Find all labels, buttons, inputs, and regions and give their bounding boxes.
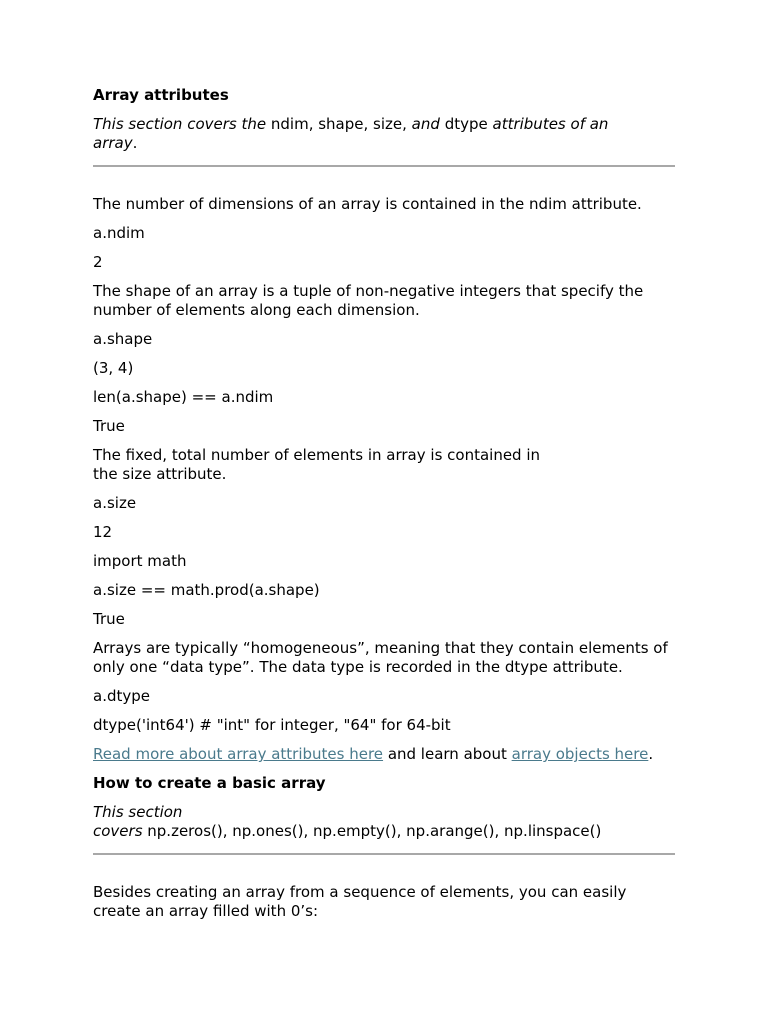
intro-period: . — [132, 134, 138, 152]
code-size-prod: a.size == math.prod(a.shape) — [93, 581, 320, 599]
links-period: . — [648, 745, 654, 763]
ndim-description: The number of dimensions of an array is contained in the ndim attribute. — [93, 195, 642, 213]
zeros-description: Besides creating an array from a sequence of elements, you can easily create an array filled with 0’s: — [93, 883, 627, 920]
link-array-objects[interactable]: array objects here — [511, 745, 649, 763]
shape-description: The shape of an array is a tuple of non-negative integers that specify the number of elements along each dimension. — [93, 282, 644, 319]
output-true-1: True — [93, 417, 125, 435]
section2-intro-italic-2: covers — [93, 822, 143, 840]
section-intro — [93, 115, 678, 153]
output-ndim: 2 — [93, 253, 103, 271]
size-description-line-2: the size attribute. — [93, 465, 227, 483]
intro-text-3: attributes of an — [492, 115, 609, 133]
code-a-dtype: a.dtype — [93, 687, 150, 705]
document-content — [93, 86, 678, 921]
code-len-shape: len(a.shape) == a.ndim — [93, 388, 274, 406]
code-import-math: import math — [93, 552, 187, 570]
intro-text-1: This section covers the — [93, 115, 267, 133]
intro-text-2: and — [411, 115, 440, 133]
output-dtype: dtype('int64') # "int" for integer, "64" for 64-bit — [93, 716, 451, 734]
links-middle-text: and learn about — [383, 745, 512, 763]
code-a-size: a.size — [93, 494, 137, 512]
size-description-line-1: The fixed, total number of elements in array is contained in — [93, 446, 541, 464]
code-a-ndim: a.ndim — [93, 224, 145, 242]
section2-intro-code: np.zeros(), np.ones(), np.empty(), np.arange(), np.linspace() — [142, 822, 602, 840]
code-a-shape: a.shape — [93, 330, 153, 348]
intro-code-2: dtype — [444, 115, 488, 133]
output-size: 12 — [93, 523, 113, 541]
horizontal-divider — [93, 165, 675, 167]
section2-intro-italic-1: This section — [93, 803, 183, 821]
output-shape: (3, 4) — [93, 359, 134, 377]
intro-code-1: ndim, shape, size, — [270, 115, 407, 133]
section2-intro — [93, 803, 678, 841]
intro-text-4: array — [93, 134, 133, 152]
output-true-2: True — [93, 610, 125, 628]
section-heading-basic-array: How to create a basic array — [93, 774, 326, 792]
section-heading-array-attributes: Array attributes — [93, 86, 229, 104]
dtype-description: Arrays are typically “homogeneous”, meaning that they contain elements of only one “data type”. The data type is recorded in the dtype attribute. — [93, 639, 668, 676]
link-array-attributes[interactable]: Read more about array attributes here — [93, 745, 384, 763]
links-paragraph — [93, 745, 678, 764]
horizontal-divider-2 — [93, 853, 675, 855]
size-description — [93, 446, 678, 484]
